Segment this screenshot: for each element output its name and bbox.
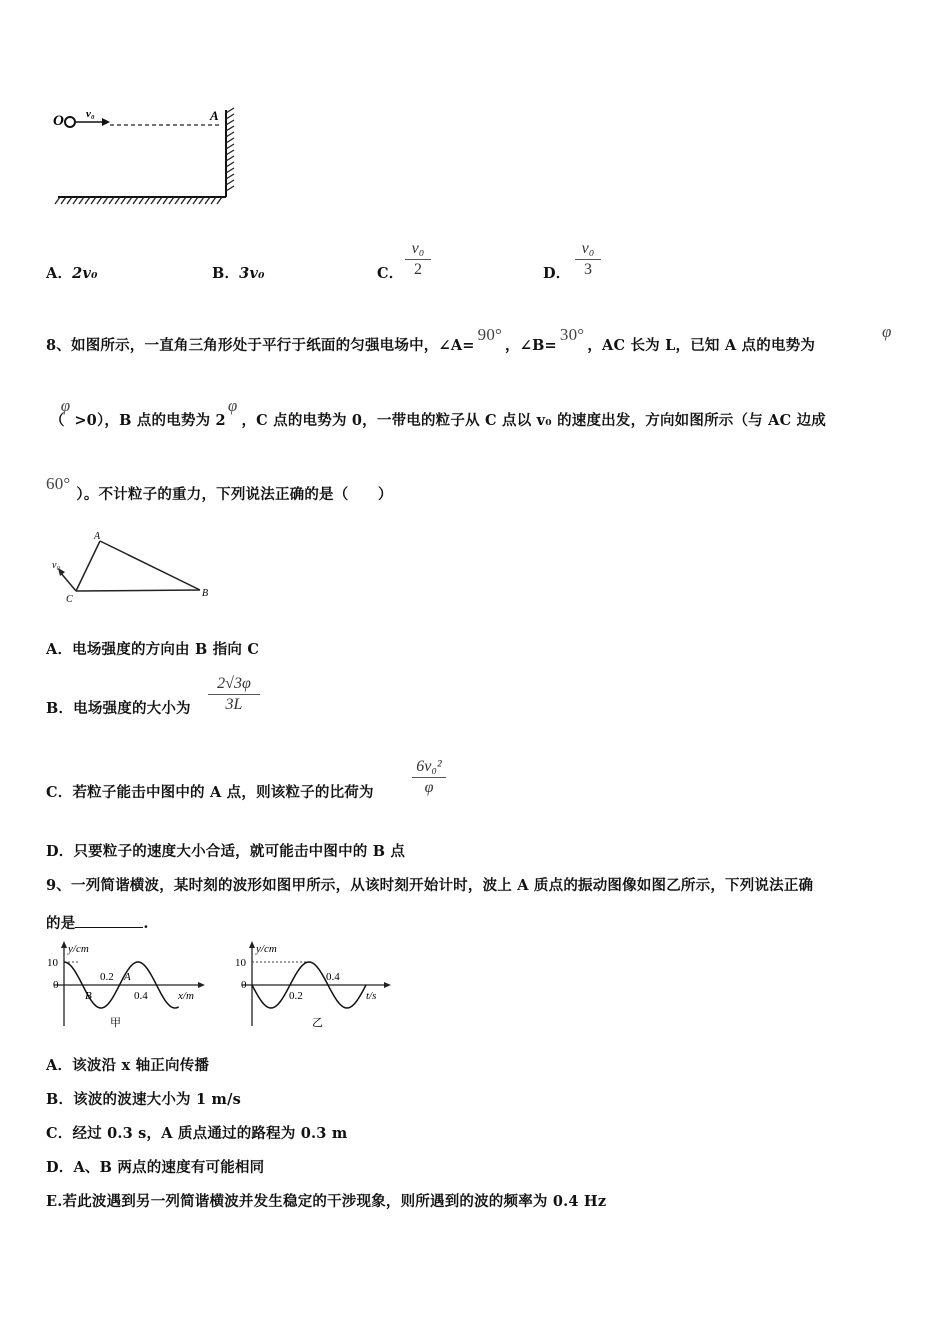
q8-text-2c: ，C 点的电势为 0，一带电的粒子从 C 点以 v₀ 的速度出发，方向如图所示（与 AC 边成 xyxy=(241,412,826,429)
q9-graph-yi xyxy=(232,940,392,1032)
hatch-line xyxy=(217,197,222,204)
y-tick: 10 xyxy=(47,957,58,969)
option-text: D．只要粒子的速度大小合适，就可能击中图中的 B 点 xyxy=(46,843,406,860)
hatch-line xyxy=(226,114,234,119)
caption: 乙 xyxy=(312,1017,323,1029)
fraction-bar xyxy=(575,259,601,260)
x-tick-1: 0.2 xyxy=(289,990,303,1002)
q8-text-1b: ，∠B= xyxy=(505,337,557,354)
x-axis-arrow xyxy=(384,982,391,988)
x-label: x/m xyxy=(178,990,194,1002)
hatch-line xyxy=(151,197,156,204)
denominator: 3 xyxy=(584,261,592,278)
hatch-line xyxy=(79,197,84,204)
hatch-line xyxy=(115,197,120,204)
hatch-line xyxy=(205,197,210,204)
q8-text-1c: ，AC 长为 L，已知 A 点的电势为 xyxy=(587,337,816,354)
fraction-bar xyxy=(412,777,446,778)
y-axis-arrow xyxy=(61,941,67,948)
hatch-line xyxy=(226,144,234,149)
origin: 0 xyxy=(53,979,59,991)
y-axis-arrow xyxy=(249,941,255,948)
option-text: D．A、B 两点的速度有可能相同 xyxy=(46,1159,265,1176)
y-tick: 10 xyxy=(235,957,246,969)
q8-option-b-fraction xyxy=(208,675,260,714)
option-text: A．电场强度的方向由 B 指向 C xyxy=(46,641,260,658)
hatch-line xyxy=(175,197,180,204)
q8-text-3: ）。不计粒子的重力，下列说法正确的是（ ） xyxy=(76,486,393,503)
fraction-bar xyxy=(405,259,431,260)
origin: 0 xyxy=(241,979,247,991)
q7-option-c-fraction xyxy=(405,240,431,279)
option-text: C．经过 0.3 s，A 质点通过的路程为 0.3 m xyxy=(46,1125,348,1142)
numerator: 6v₀² xyxy=(416,758,442,775)
arrow-head xyxy=(102,118,110,126)
hatch-line xyxy=(85,197,90,204)
side-cb xyxy=(76,590,200,591)
option-text: 3v₀ xyxy=(239,265,265,282)
hatch-line xyxy=(226,138,234,143)
q8-option-c[interactable] xyxy=(46,781,374,802)
answer-blank[interactable] xyxy=(75,913,143,928)
phi-symbol: φ xyxy=(227,396,238,415)
q7-option-d[interactable] xyxy=(543,262,570,283)
q8-text-2a: （ xyxy=(50,412,65,429)
hatch-line xyxy=(226,162,234,167)
q7-option-b[interactable] xyxy=(212,262,265,283)
x-tick-2: 0.4 xyxy=(326,971,340,983)
q9-option-b[interactable] xyxy=(46,1088,241,1109)
phi-symbol: φ xyxy=(882,322,892,341)
side-ca xyxy=(76,541,100,591)
q9-text-1: 9、一列简谐横波，某时刻的波形如图甲所示，从该时刻开始计时，波上 A 质点的振动图像如图乙所示，下列说法正确 xyxy=(46,877,814,894)
hatch-line xyxy=(139,197,144,204)
x-tick-1: 0.2 xyxy=(100,971,114,983)
wall-hatch xyxy=(226,108,234,191)
denominator: φ xyxy=(424,779,434,796)
hatch-line xyxy=(55,197,60,204)
fraction-bar xyxy=(208,694,260,695)
q8-line2 xyxy=(50,396,826,430)
point-a: A xyxy=(124,971,131,983)
q8-line3 xyxy=(46,474,393,504)
hatch-line xyxy=(157,197,162,204)
q7-figure xyxy=(50,105,250,215)
option-text: B．电场强度的大小为 xyxy=(46,700,191,717)
q9-line1 xyxy=(46,874,813,895)
y-label: y/cm xyxy=(68,943,89,955)
q8-option-b[interactable] xyxy=(46,697,191,718)
q9-option-c[interactable] xyxy=(46,1122,347,1143)
label-b: B xyxy=(202,588,209,599)
caption: 甲 xyxy=(110,1017,121,1029)
q7-option-a[interactable] xyxy=(46,262,98,283)
hatch-line xyxy=(109,197,114,204)
q8-line1 xyxy=(46,325,816,355)
hatch-line xyxy=(226,168,234,173)
hatch-line xyxy=(226,150,234,155)
label-v0: v₀ xyxy=(52,560,60,571)
hatch-line xyxy=(226,108,234,113)
denominator: 3L xyxy=(225,696,243,713)
q9-option-d[interactable] xyxy=(46,1156,264,1177)
numerator: v₀ xyxy=(411,240,425,257)
floor-hatch xyxy=(55,197,222,204)
option-key: B． xyxy=(212,265,240,282)
label-a: A xyxy=(210,108,219,123)
hatch-line xyxy=(127,197,132,204)
q8-option-a[interactable] xyxy=(46,638,259,659)
hatch-line xyxy=(97,197,102,204)
hatch-line xyxy=(181,197,186,204)
label-a: A xyxy=(94,531,101,542)
x-axis-arrow xyxy=(198,982,205,988)
hatch-line xyxy=(61,197,66,204)
angle-a-value: 90° xyxy=(477,325,503,344)
ball xyxy=(65,117,75,127)
q9-text-2: 的是 xyxy=(46,915,76,932)
option-text: A．该波沿 x 轴正向传播 xyxy=(46,1057,210,1074)
numerator: v₀ xyxy=(581,240,595,257)
q7-option-d-fraction xyxy=(575,240,601,279)
hatch-line xyxy=(199,197,204,204)
hatch-line xyxy=(226,156,234,161)
hatch-line xyxy=(226,180,234,185)
option-text: 2v₀ xyxy=(72,265,98,282)
hatch-line xyxy=(226,132,234,137)
q9-graph-jia xyxy=(44,940,214,1032)
q9-option-e[interactable] xyxy=(46,1190,606,1211)
hatch-line xyxy=(121,197,126,204)
q8-option-d[interactable] xyxy=(46,840,405,861)
hatch-line xyxy=(226,126,234,131)
option-text: B．该波的波速大小为 1 m/s xyxy=(46,1091,241,1108)
q9-text-2-end: . xyxy=(143,915,149,932)
point-b: B xyxy=(85,990,92,1002)
label-c: C xyxy=(66,594,73,605)
option-key: D． xyxy=(543,265,571,282)
hatch-line xyxy=(226,120,234,125)
label-o: O xyxy=(53,113,64,129)
numerator: 2√3φ xyxy=(217,675,251,692)
q8-option-c-fraction xyxy=(412,758,446,797)
hatch-line xyxy=(226,174,234,179)
q8-triangle-figure xyxy=(48,528,218,606)
q9-line2 xyxy=(46,912,149,933)
hatch-line xyxy=(103,197,108,204)
angle-b-value: 30° xyxy=(559,325,585,344)
x-tick-2: 0.4 xyxy=(134,990,148,1002)
hatch-line xyxy=(211,197,216,204)
angle-60-value: 60° xyxy=(46,474,71,493)
x-label: t/s xyxy=(366,990,377,1002)
hatch-line xyxy=(226,186,234,191)
hatch-line xyxy=(73,197,78,204)
option-text: E.若此波遇到另一列简谐横波并发生稳定的干涉现象，则所遇到的波的频率为 0.4 Hz xyxy=(46,1193,607,1210)
y-label: y/cm xyxy=(256,943,277,955)
hatch-line xyxy=(133,197,138,204)
hatch-line xyxy=(67,197,72,204)
hatch-line xyxy=(193,197,198,204)
q7-option-c[interactable] xyxy=(377,262,403,283)
v0-arrow xyxy=(60,572,76,591)
label-v0: v₀ xyxy=(86,108,95,120)
option-text: C．若粒子能击中图中的 A 点，则该粒子的比荷为 xyxy=(46,784,374,801)
option-key: A． xyxy=(46,265,73,282)
hatch-line xyxy=(187,197,192,204)
q8-text-1a: 8、如图所示，一直角三角形处于平行于纸面的匀强电场中，∠A= xyxy=(46,337,475,354)
hatch-line xyxy=(91,197,96,204)
hatch-line xyxy=(145,197,150,204)
hatch-line xyxy=(169,197,174,204)
hatch-line xyxy=(163,197,168,204)
phi-symbol: φ xyxy=(60,396,71,415)
side-ab xyxy=(100,541,200,590)
option-key: C． xyxy=(377,265,404,282)
q9-option-a[interactable] xyxy=(46,1054,209,1075)
denominator: 2 xyxy=(414,261,422,278)
q8-text-2b: >0），B 点的电势为 2 xyxy=(74,412,226,429)
